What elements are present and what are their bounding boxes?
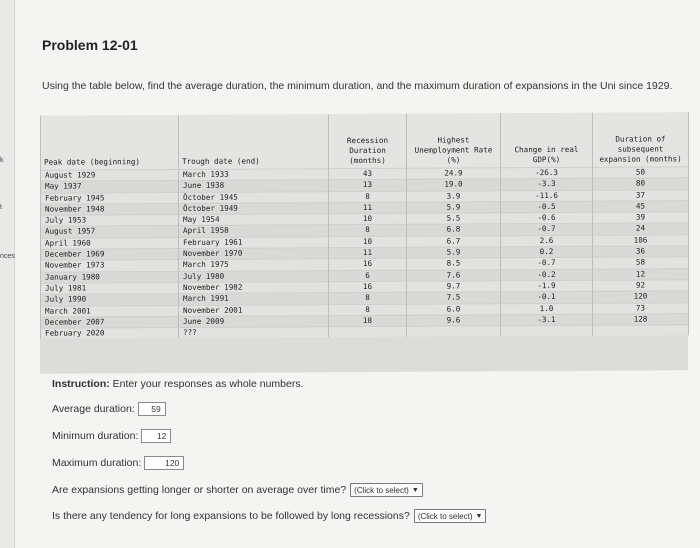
table-cell: 11 bbox=[329, 247, 407, 259]
gutter-text-nces: nces bbox=[0, 253, 15, 260]
table-cell: November 1982 bbox=[179, 282, 329, 294]
header-expansion-duration: Duration of subsequent expansion (months) bbox=[593, 112, 689, 167]
table-cell: 6.0 bbox=[407, 303, 501, 315]
table-cell: 13 bbox=[329, 180, 407, 192]
table-cell: April 1958 bbox=[179, 225, 329, 237]
table-cell: 9.7 bbox=[407, 281, 501, 293]
table-cell: -0.7 bbox=[501, 224, 593, 236]
table-cell: -0.1 bbox=[501, 292, 593, 304]
table-cell: July 1990 bbox=[41, 294, 179, 306]
table-cell: -0.6 bbox=[501, 212, 593, 224]
average-duration-input[interactable]: 59 bbox=[138, 402, 166, 416]
header-gdp-change: Change in real GDP(%) bbox=[501, 113, 593, 168]
table-cell: -0.7 bbox=[501, 258, 593, 270]
left-gutter bbox=[0, 0, 15, 548]
table-cell: 18 bbox=[329, 315, 407, 327]
maximum-duration-input[interactable]: 120 bbox=[144, 456, 184, 470]
instruction bbox=[52, 378, 304, 390]
longer-shorter-label: Are expansions getting longer or shorter on average over time? bbox=[52, 484, 347, 496]
header-recession-duration: Recession Duration (months) bbox=[329, 114, 407, 169]
table-cell: -1.9 bbox=[501, 280, 593, 292]
header-unemployment: Highest Unemployment Rate (%) bbox=[407, 113, 501, 168]
table-cell: 10 bbox=[329, 236, 407, 248]
table-cell: December 2007 bbox=[41, 316, 179, 328]
table-cell: February 1945 bbox=[41, 192, 179, 204]
table-cell: 43 bbox=[329, 168, 407, 180]
table-cell: 7.6 bbox=[407, 269, 501, 281]
longer-shorter-select-text: (Click to select) bbox=[354, 485, 409, 495]
table-cell: February 1961 bbox=[179, 236, 329, 248]
table-cell: July 1981 bbox=[41, 282, 179, 294]
table-cell: April 1960 bbox=[41, 237, 179, 249]
gutter-text-k: k bbox=[0, 157, 4, 164]
longer-shorter-select[interactable] bbox=[350, 483, 423, 497]
table-cell: 36 bbox=[593, 246, 689, 258]
average-duration-label: Average duration: bbox=[52, 403, 135, 415]
tendency-label: Is there any tendency for long expansions to be followed by long recessions? bbox=[52, 510, 410, 522]
table-cell: November 1948 bbox=[41, 203, 179, 215]
table-cell: 8 bbox=[329, 304, 407, 316]
table-cell: 8 bbox=[329, 225, 407, 237]
instruction-label: Instruction: bbox=[52, 378, 110, 390]
table-cell: November 1973 bbox=[41, 260, 179, 272]
table-cell: 6.8 bbox=[407, 224, 501, 236]
table-cell: November 2001 bbox=[179, 304, 329, 316]
table-cell: 6.7 bbox=[407, 236, 501, 248]
table-cell: March 1933 bbox=[179, 169, 329, 181]
table-cell: 9.6 bbox=[407, 315, 501, 327]
table-cell: 8.5 bbox=[407, 258, 501, 270]
table-cell: 2.6 bbox=[501, 235, 593, 247]
page-title: Problem 12-01 bbox=[42, 37, 138, 53]
recession-table-image bbox=[40, 112, 688, 373]
table-cell: 1.0 bbox=[501, 303, 593, 315]
table-cell: Ôctober 1949 bbox=[179, 203, 329, 215]
table-cell: 37 bbox=[593, 189, 689, 201]
table-cell: January 1980 bbox=[41, 271, 179, 283]
average-duration-row bbox=[52, 402, 166, 416]
table-cell: 39 bbox=[593, 212, 689, 224]
table-cell: 11 bbox=[329, 202, 407, 214]
table-cell: 8 bbox=[329, 293, 407, 305]
table-cell: 5.9 bbox=[407, 247, 501, 259]
table-cell: May 1937 bbox=[41, 181, 179, 193]
chevron-down-icon: ▼ bbox=[475, 512, 483, 520]
table-cell: 58 bbox=[593, 257, 689, 269]
table-cell: -0.5 bbox=[501, 201, 593, 213]
table-cell: -26.3 bbox=[501, 167, 593, 179]
table-cell: ??? bbox=[179, 327, 329, 339]
table-cell: 19.0 bbox=[407, 179, 501, 191]
table-cell bbox=[593, 325, 689, 336]
longer-shorter-row bbox=[52, 483, 423, 497]
table-cell: 12 bbox=[593, 268, 689, 280]
table-cell: June 1938 bbox=[179, 180, 329, 192]
instruction-text: Enter your responses as whole numbers. bbox=[109, 378, 304, 390]
maximum-duration-row bbox=[52, 456, 184, 470]
table-cell: August 1929 bbox=[41, 169, 179, 181]
table-cell: 120 bbox=[593, 291, 689, 303]
table-row bbox=[41, 325, 689, 339]
table-cell: 0.2 bbox=[501, 246, 593, 258]
table-cell: December 1969 bbox=[41, 249, 179, 261]
table-cell: 7.5 bbox=[407, 292, 501, 304]
table-cell: 80 bbox=[593, 178, 689, 190]
table-cell: July 1953 bbox=[41, 215, 179, 227]
table-cell: March 1991 bbox=[179, 293, 329, 305]
table-cell: -3.3 bbox=[501, 179, 593, 191]
recession-table bbox=[40, 112, 689, 339]
table-cell: 16 bbox=[329, 259, 407, 271]
table-cell: -3.1 bbox=[501, 314, 593, 326]
table-cell: 10 bbox=[329, 213, 407, 225]
table-cell: February 2020 bbox=[41, 328, 179, 340]
gutter-text-t: t bbox=[0, 204, 2, 211]
table-cell: 92 bbox=[593, 280, 689, 292]
table-cell: 24 bbox=[593, 223, 689, 235]
minimum-duration-label: Minimum duration: bbox=[52, 430, 139, 442]
table-cell bbox=[501, 325, 593, 336]
table-cell: 5.9 bbox=[407, 202, 501, 214]
table-cell: May 1954 bbox=[179, 214, 329, 226]
table-cell: 8 bbox=[329, 191, 407, 203]
minimum-duration-input[interactable]: 12 bbox=[141, 429, 171, 443]
table-cell: August 1957 bbox=[41, 226, 179, 238]
table-cell: July 1980 bbox=[179, 270, 329, 282]
tendency-select-text: (Click to select) bbox=[417, 511, 473, 521]
problem-intro: Using the table below, find the average duration, the minimum duration, and the maximum duration of expansions in the Uni since 1929. bbox=[42, 80, 673, 92]
table-body bbox=[41, 167, 689, 339]
table-cell bbox=[329, 326, 407, 337]
table-cell: March 1975 bbox=[179, 259, 329, 271]
table-cell: 50 bbox=[593, 167, 689, 179]
table-cell bbox=[407, 326, 501, 337]
minimum-duration-row bbox=[52, 429, 171, 443]
table-cell: March 2001 bbox=[41, 305, 179, 317]
table-cell: -11.6 bbox=[501, 190, 593, 202]
table-cell: 5.5 bbox=[407, 213, 501, 225]
table-cell: 73 bbox=[593, 302, 689, 314]
chevron-down-icon: ▼ bbox=[411, 486, 419, 494]
table-cell: 24.9 bbox=[407, 168, 501, 180]
header-peak-date: Peak date (beginning) bbox=[41, 115, 179, 170]
table-cell: June 2009 bbox=[179, 316, 329, 328]
header-trough-date: Trough date (end) bbox=[179, 114, 329, 169]
table-cell: -0.2 bbox=[501, 269, 593, 281]
table-cell: 106 bbox=[593, 235, 689, 247]
tendency-row bbox=[52, 509, 486, 523]
table-cell: 3.9 bbox=[407, 190, 501, 202]
table-cell: 6 bbox=[329, 270, 407, 282]
table-cell: Ôctober 1945 bbox=[179, 191, 329, 203]
table-cell: November 1970 bbox=[179, 248, 329, 260]
table-cell: 128 bbox=[593, 314, 689, 326]
tendency-select[interactable] bbox=[414, 509, 487, 523]
table-cell: 45 bbox=[593, 201, 689, 213]
maximum-duration-label: Maximum duration: bbox=[52, 457, 142, 469]
table-cell: 16 bbox=[329, 281, 407, 293]
